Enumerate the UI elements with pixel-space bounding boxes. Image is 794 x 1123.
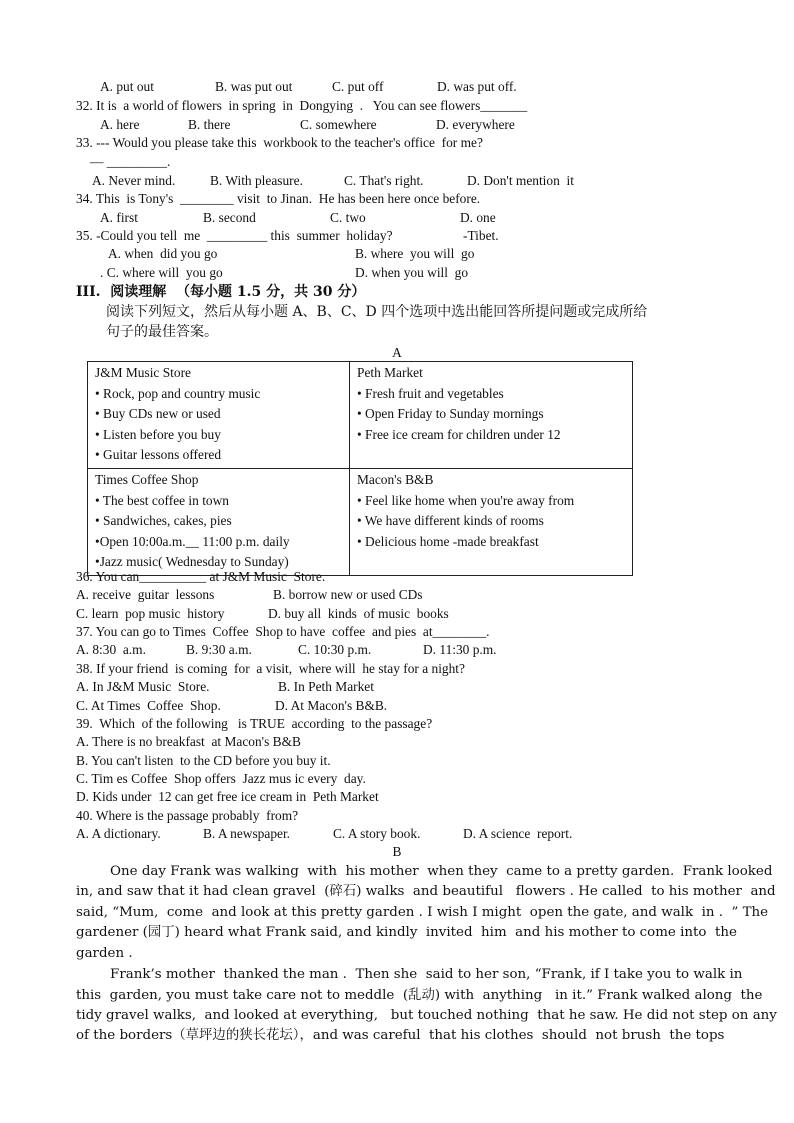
section-3-instruction: 阅读下列短文，然后从每小题 A、B、C、D 四个选项中选出能回答所提问题或完成所给 — [106, 304, 648, 320]
q36-option-c: C. learn pop music history — [76, 606, 225, 621]
passage-b-line: this garden, you must take care not to meddle (乱动) with anything in it.” Frank walked along the — [76, 988, 763, 1003]
q33-option-b: B. With pleasure. — [210, 173, 303, 188]
passage-a-label: A — [392, 345, 402, 360]
q37-option-b: B. 9:30 a.m. — [186, 642, 252, 657]
q36-stem: 36. You can__________ at J&M Music Store. — [76, 569, 326, 584]
q34-stem: 34. This is Tony's ________ visit to Jinan. He has been here once before. — [76, 191, 481, 206]
ad-jm-music-store — [88, 362, 350, 469]
q38-stem: 38. If your friend is coming for a visit, where will he stay for a night? — [76, 661, 465, 676]
passage-b-line: Frank’s mother thanked the man . Then she said to her son, “Frank, if I take you to walk in — [76, 967, 743, 982]
ad-item: • Rock, pop and country music — [95, 385, 261, 401]
q36-option-a: A. receive guitar lessons — [76, 587, 215, 602]
q33-stem: 33. --- Would you please take this workbook to the teacher's office for me? — [76, 135, 483, 150]
ad-macons-bnb — [350, 468, 633, 575]
passage-a-ad-table — [87, 361, 633, 576]
q33-option-c: C. That's right. — [344, 173, 424, 188]
q35-option-d: D. when you will go — [355, 265, 469, 280]
q40-stem: 40. Where is the passage probably from? — [76, 808, 299, 823]
passage-b-line: said, “Mum, come and look at this pretty garden . I wish I might open the gate, and walk in . ” The — [76, 905, 769, 920]
q35-option-c: . C. where will you go — [100, 265, 223, 280]
ad-item: • Free ice cream for children under 12 — [357, 426, 561, 442]
ad-item: • Listen before you buy — [95, 426, 221, 442]
q34-option-c: C. two — [330, 210, 366, 225]
q32-option-a: A. here — [100, 117, 140, 132]
ad-title: Times Coffee Shop — [95, 471, 199, 487]
passage-b-line: of the borders（草坪边的狭长花坛），and was careful that his clothes should not brush the tops — [76, 1028, 725, 1043]
q32-option-b: B. there — [188, 117, 231, 132]
ad-item: •Jazz music( Wednesday to Sunday) — [95, 554, 289, 570]
q35-reply: -Tibet. — [463, 228, 499, 243]
q34-option-b: B. second — [203, 210, 256, 225]
q31-option-b: B. was put out — [215, 79, 293, 94]
section-3-title: III. 阅读理解 （每小题 1.5 分，共 30 分） — [76, 284, 366, 300]
q35-option-a: A. when did you go — [108, 246, 218, 261]
passage-b-line: tidy gravel walks, and looked at everything, but touched nothing that he saw. He did not step on any — [76, 1008, 777, 1023]
q32-option-c: C. somewhere — [300, 117, 377, 132]
q38-option-b: B. In Peth Market — [278, 679, 374, 694]
q34-option-d: D. one — [460, 210, 496, 225]
q39-option-b: B. You can't listen to the CD before you buy it. — [76, 753, 331, 768]
q32-option-d: D. everywhere — [436, 117, 515, 132]
q35-option-b: B. where you will go — [355, 246, 475, 261]
q32-stem: 32. It is a world of flowers in spring in Dongying . You can see flowers_______ — [76, 98, 528, 113]
q38-option-d: D. At Macon's B&B. — [275, 698, 388, 713]
q33-option-d: D. Don't mention it — [467, 173, 574, 188]
q34-option-a: A. first — [100, 210, 138, 225]
q35-stem: 35. -Could you tell me _________ this summer holiday? — [76, 228, 393, 243]
q31-option-d: D. was put off. — [437, 79, 517, 94]
q40-option-a: A. A dictionary. — [76, 826, 161, 841]
q33-option-a: A. Never mind. — [92, 173, 176, 188]
ad-item: • Guitar lessons offered — [95, 447, 222, 463]
q39-stem: 39. Which of the following is TRUE according to the passage? — [76, 716, 433, 731]
ad-title: J&M Music Store — [95, 365, 191, 380]
q38-option-c: C. At Times Coffee Shop. — [76, 698, 221, 713]
ad-item: • Feel like home when you're away from — [357, 492, 575, 508]
passage-b-line: in, and saw that it had clean gravel (碎石) walks and beautiful flowers . He called to his mother and — [76, 884, 776, 899]
q40-option-d: D. A science report. — [463, 826, 573, 841]
q38-option-a: A. In J&M Music Store. — [76, 679, 210, 694]
ad-item: • Sandwiches, cakes, pies — [95, 513, 232, 529]
passage-b-line: One day Frank was walking with his mother when they came to a pretty garden. Frank looked — [76, 864, 773, 879]
q39-option-a: A. There is no breakfast at Macon's B&B — [76, 734, 301, 749]
q36-option-d: D. buy all kinds of music books — [268, 606, 449, 621]
ad-item: • Fresh fruit and vegetables — [357, 385, 504, 401]
q40-option-c: C. A story book. — [333, 826, 421, 841]
q40-option-b: B. A newspaper. — [203, 826, 291, 841]
passage-b-label: B — [392, 844, 402, 859]
q39-option-d: D. Kids under 12 can get free ice cream in Peth Market — [76, 789, 379, 804]
q31-option-a: A. put out — [100, 79, 154, 94]
q37-option-c: C. 10:30 p.m. — [298, 642, 372, 657]
section-3-instruction-cont: 句子的最佳答案。 — [106, 324, 218, 340]
ad-title: Peth Market — [357, 365, 423, 380]
ad-item: • Buy CDs new or used — [95, 406, 221, 422]
q31-option-c: C. put off — [332, 79, 384, 94]
ad-item: • Delicious home -made breakfast — [357, 533, 539, 549]
ad-title: Macon's B&B — [357, 471, 434, 487]
ad-item: •Open 10:00a.m.__ 11:00 p.m. daily — [95, 533, 290, 549]
q33-answer-line: — _________. — [90, 154, 171, 169]
q39-option-c: C. Tim es Coffee Shop offers Jazz mus ic every day. — [76, 771, 366, 786]
passage-b-line: garden . — [76, 946, 133, 961]
q37-option-d: D. 11:30 p.m. — [423, 642, 497, 657]
q37-stem: 37. You can go to Times Coffee Shop to have coffee and pies at________. — [76, 624, 490, 639]
q36-option-b: B. borrow new or used CDs — [273, 587, 423, 602]
ad-item: • Open Friday to Sunday mornings — [357, 406, 544, 422]
ad-item: • The best coffee in town — [95, 492, 229, 508]
ad-peth-market — [350, 362, 633, 469]
q37-option-a: A. 8:30 a.m. — [76, 642, 146, 657]
ad-times-coffee-shop — [88, 468, 350, 575]
passage-b-line: gardener (园丁) heard what Frank said, and kindly invited him and his mother to come into the — [76, 925, 737, 940]
ad-item: • We have different kinds of rooms — [357, 513, 544, 529]
